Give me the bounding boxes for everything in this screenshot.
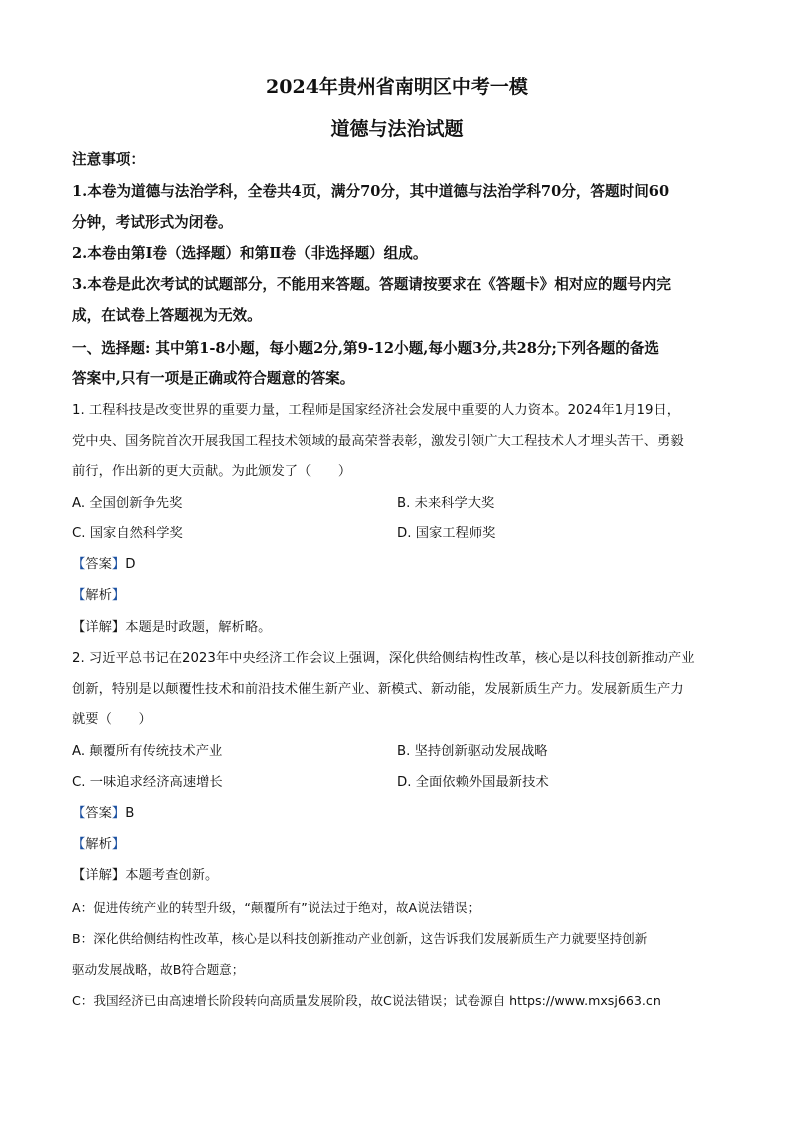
question-2-explanation-a: A：促进传统产业的转型升级，“颠覆所有”说法过于绝对，故A说法错误；: [72, 900, 481, 915]
bracket-close: 】: [111, 620, 126, 635]
detail-label: 详解: [85, 620, 112, 635]
answer-label: 答案: [85, 557, 112, 572]
question-2-explanation-b-line-2: 驱动发展战略，故B符合题意；: [72, 962, 245, 977]
question-2-option-c: C. 一味追求经济高速增长: [72, 775, 223, 790]
question-1-answer: [72, 555, 732, 575]
question-1-analysis: [72, 586, 732, 606]
question-1-line-3: 前行，作出新的更大贡献。为此颁发了（ ）: [72, 464, 352, 479]
question-2-line-2: 创新，特别是以颠覆性技术和前沿技术催生新产业、新模式、新动能，发展新质生产力。发展新质生产力: [72, 682, 684, 697]
notes-heading: 注意事项：: [72, 151, 145, 168]
question-2-answer: [72, 804, 732, 824]
bracket-close: 】: [111, 806, 126, 821]
question-2-analysis: [72, 835, 732, 855]
question-1-option-b: B. 未来科学大奖: [397, 496, 495, 511]
question-2-option-b: B. 坚持创新驱动发展战略: [397, 744, 548, 759]
bracket-close: 】: [111, 557, 126, 572]
bracket-open: 【: [72, 557, 86, 572]
question-2-explanation-b-line-1: B：深化供给侧结构性改革，核心是以科技创新推动产业创新，这告诉我们发展新质生产力就要坚持创新: [72, 931, 648, 946]
note-2: 2.本卷由第Ⅰ卷（选择题）和第Ⅱ卷（非选择题）组成。: [72, 245, 428, 262]
bracket-close: 】: [111, 837, 126, 852]
analysis-label: 解析: [85, 588, 112, 603]
section-1-instructions-line-2: 答案中,只有一项是正确或符合题意的答案。: [72, 370, 355, 387]
bracket-close: 】: [111, 868, 126, 883]
section-1-instructions-line-1: 一、选择题: 其中第1-8小题，每小题2分,第9-12小题,每小题3分,共28分;下列各题的备选: [72, 340, 660, 357]
question-1-line-2: 党中央、国务院首次开展我国工程技术领域的最高荣誉表彰，激发引领广大工程技术人才埋头苦干、勇毅: [72, 434, 684, 449]
bracket-open: 【: [72, 806, 86, 821]
exam-subtitle: 道德与法治试题: [330, 118, 464, 140]
note-1-line-1: 1.本卷为道德与法治学科，全卷共4页，满分70分，其中道德与法治学科70分，答题时间60: [72, 183, 670, 200]
question-2-option-d: D. 全面依赖外国最新技术: [397, 775, 549, 790]
analysis-label: 解析: [85, 837, 112, 852]
question-1-option-d: D. 国家工程师奖: [397, 526, 496, 541]
question-1-line-1: 1. 工程科技是改变世界的重要力量，工程师是国家经济社会发展中重要的人力资本。2024年1月19日，: [72, 403, 681, 418]
question-1-option-c: C. 国家自然科学奖: [72, 526, 183, 541]
answer-value: D: [125, 557, 136, 572]
question-2-explanation-c: C：我国经济已由高速增长阶段转向高质量发展阶段，故C说法错误；试卷源自 https://www.mxsj663.cn: [72, 993, 661, 1008]
note-3-line-2: 成，在试卷上答题视为无效。: [72, 307, 262, 324]
question-1-detail: [72, 618, 732, 638]
note-3-line-1: 3.本卷是此次考试的试题部分，不能用来答题。答题请按要求在《答题卡》相对应的题号内完: [72, 276, 671, 293]
question-2-line-3: 就要（ ）: [72, 712, 152, 727]
bracket-open: 【: [72, 588, 86, 603]
exam-title: 2024年贵州省南明区中考一模: [266, 76, 528, 98]
detail-label: 详解: [85, 868, 112, 883]
detail-text: 本题是时政题，解析略。: [125, 620, 272, 635]
question-2-option-a: A. 颠覆所有传统技术产业: [72, 744, 223, 759]
bracket-open: 【: [72, 837, 86, 852]
question-2-detail: [72, 866, 732, 886]
question-2-line-1: 2. 习近平总书记在2023年中央经济工作会议上强调，深化供给侧结构性改革，核心是以科技创新推动产业: [72, 651, 695, 666]
answer-label: 答案: [85, 806, 112, 821]
answer-value: B: [125, 806, 135, 821]
bracket-open: 【: [72, 620, 86, 635]
bracket-open: 【: [72, 868, 86, 883]
bracket-close: 】: [111, 588, 126, 603]
question-1-option-a: A. 全国创新争先奖: [72, 496, 183, 511]
note-1-line-2: 分钟，考试形式为闭卷。: [72, 214, 233, 231]
detail-text: 本题考查创新。: [125, 868, 219, 883]
